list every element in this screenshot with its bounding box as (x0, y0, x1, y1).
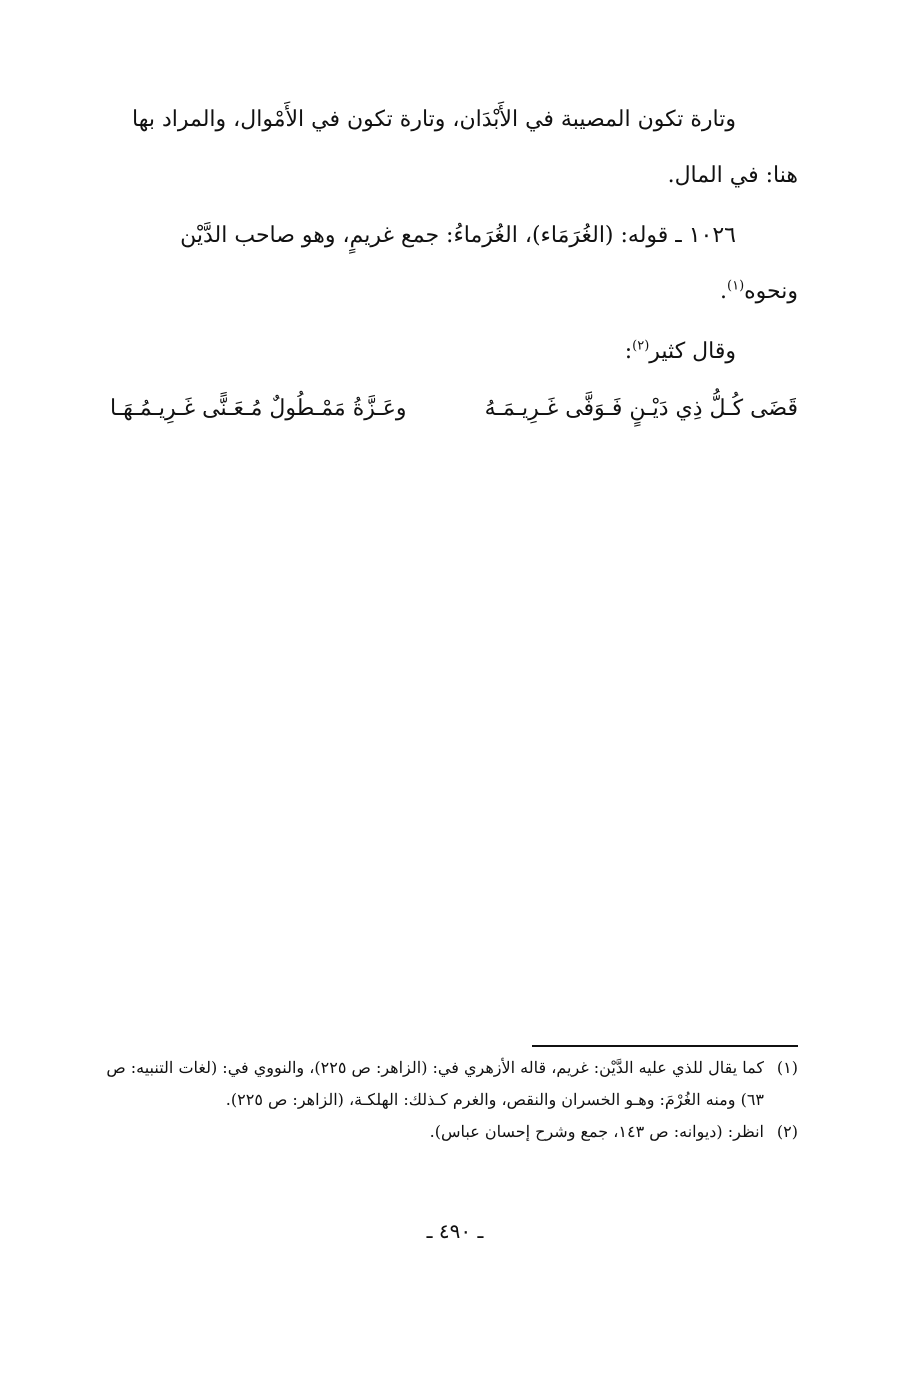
main-text-block-quote-intro (110, 324, 798, 380)
footnote-ref-2: (٢) (632, 338, 650, 354)
poet-intro-end: : (624, 339, 633, 364)
footnote-1 (100, 1052, 798, 1116)
paragraph-poet-intro (110, 324, 798, 380)
paragraph-calamity: وتارة تكون المصيبة في الأَبْدَان، وتارة تكون في الأَمْوال، والمراد بها هنا: في المال. (132, 107, 798, 188)
footnote-2 (100, 1116, 798, 1148)
footnote-number: (١) (776, 1058, 798, 1077)
page-number: ـ ٤٩٠ ـ (426, 1219, 484, 1243)
footnote-ref-1: (١) (727, 278, 745, 294)
footnote-text: كما يقال للذي عليه الدَّيْن: غريم، قاله الأزهري في: (الزاهر: ص ٢٢٥)، والنووي في: (لغات التنبيه: ص ٦٣) ومنه الغُرْمَ: وهـو الخسران والنقص، والغرم كـذلك: الهلكـة، (الزاهر: ص ٢٢٥). (106, 1058, 764, 1109)
main-text-block-entry (110, 208, 798, 320)
verse-first-hemistich: قَضَى كُـلُّ ذِي دَيْـنٍ فَـوَفَّى غَـرِيـمَـهُ (484, 396, 798, 421)
entry-end: . (720, 279, 728, 304)
footnote-separator (532, 1045, 798, 1047)
paragraph-entry-1026 (110, 208, 798, 320)
footnote-text: انظر: (ديوانه: ص ١٤٣، جمع وشرح إحسان عباس). (429, 1122, 764, 1141)
main-text-block (110, 92, 798, 204)
poetry-verse (110, 396, 798, 436)
entry-text: ١٠٢٦ ـ قوله: (الغُرَمَاء)، الغُرَماءُ: جمع غريمٍ، وهو صاحب الدَّيْن ونحوه (180, 223, 798, 304)
verse-second-hemistich: وعَـزَّةُ مَمْـطُولٌ مُـعَـنًّى غَـرِيـمُـهَـا (110, 396, 407, 421)
footnote-number: (٢) (776, 1122, 798, 1141)
poet-intro-text: وقال كثير (649, 339, 736, 364)
footnotes-section (100, 1052, 798, 1148)
